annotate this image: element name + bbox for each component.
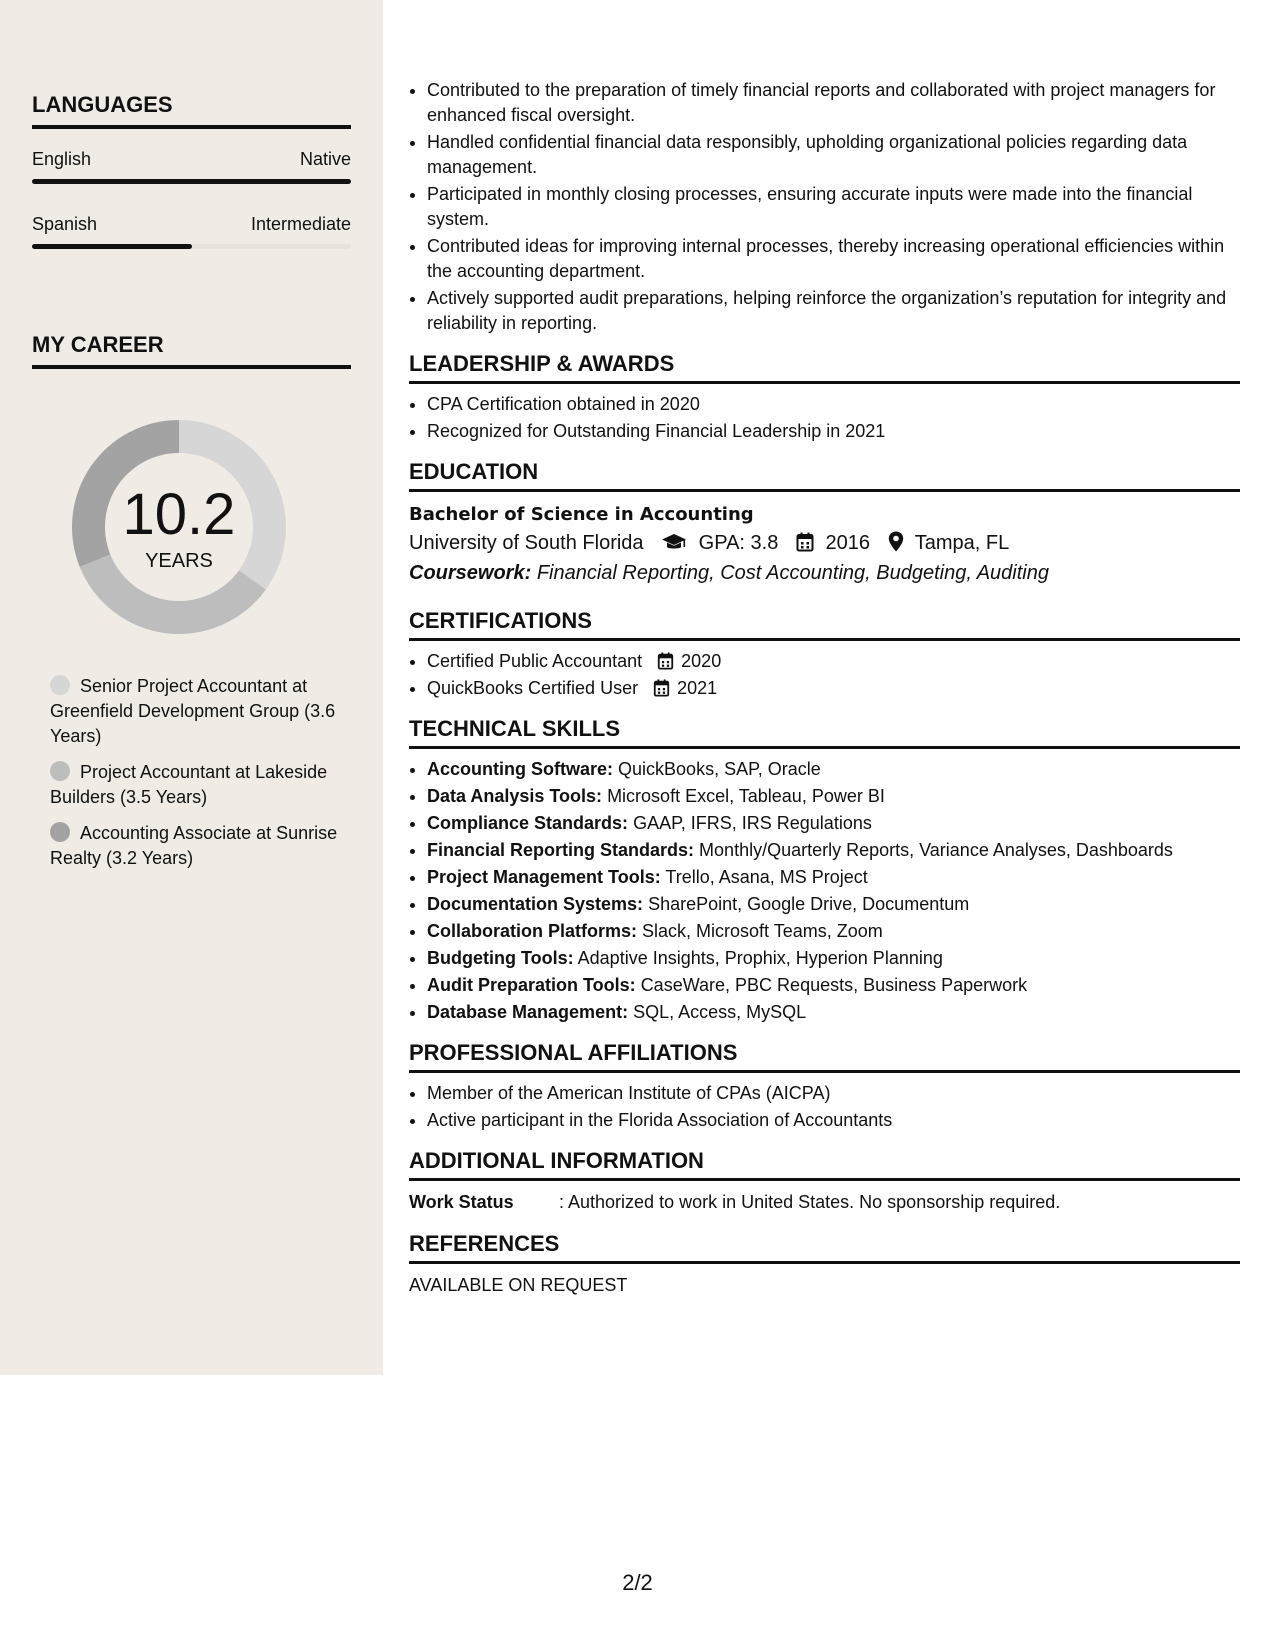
section-heading: CERTIFICATIONS [409, 608, 1240, 641]
education-year: 2016 [825, 532, 870, 554]
skill-value: Trello, Asana, MS Project [665, 867, 868, 887]
language-proficiency-fill [32, 179, 351, 184]
skill-label: Project Management Tools: [427, 867, 661, 887]
list-item: • Member of the American Institute of CPAs (AICPA) [427, 1081, 1240, 1105]
leadership-section [409, 351, 1240, 443]
skill-label: Collaboration Platforms: [427, 921, 638, 941]
skill-value: SQL, Access, MySQL [633, 1002, 807, 1022]
certification-name: QuickBooks Certified User [427, 678, 639, 698]
list-item: • Handled confidential financial data responsibly, upholding organizational policies regarding data management. [427, 130, 1240, 179]
section-heading: REFERENCES [409, 1231, 1240, 1264]
career-legend-dot [50, 675, 70, 695]
language-proficiency-fill [32, 244, 192, 249]
work-status-label: Work Status [409, 1192, 514, 1212]
languages-heading: LANGUAGES [32, 92, 351, 129]
list-item: • Active participant in the Florida Association of Accountants [427, 1108, 1240, 1132]
education-section [409, 459, 1240, 588]
list-item: • Contributed to the preparation of timely financial reports and collaborated with project managers for enhanced fiscal oversight. [427, 78, 1240, 127]
location-pin-icon [888, 531, 904, 552]
skill-value: Microsoft Excel, Tableau, Power BI [607, 786, 885, 806]
education-coursework [409, 558, 1240, 588]
page-number: 2/2 [622, 1570, 653, 1595]
coursework-label: Coursework: [409, 562, 532, 584]
skill-label: Financial Reporting Standards: [427, 840, 695, 860]
skill-value: Slack, Microsoft Teams, Zoom [642, 921, 883, 941]
sidebar [0, 0, 383, 1375]
section-heading: EDUCATION [409, 459, 1240, 492]
affiliations-section [409, 1040, 1240, 1132]
skill-value: CaseWare, PBC Requests, Business Paperwork [640, 975, 1028, 995]
skill-label: Data Analysis Tools: [427, 786, 603, 806]
skill-label: Database Management: [427, 1002, 629, 1022]
skill-value: GAAP, IFRS, IRS Regulations [633, 813, 872, 833]
career-donut-chart [66, 414, 292, 640]
career-item [50, 760, 340, 810]
list-item [427, 676, 1240, 700]
career-item [50, 821, 340, 871]
list-item: • CPA Certification obtained in 2020 [427, 392, 1240, 416]
languages-section [32, 92, 351, 249]
education-degree: Bachelor of Science in Accounting [409, 504, 754, 525]
skill-value: SharePoint, Google Drive, Documentum [648, 894, 970, 914]
section-heading: ADDITIONAL INFORMATION [409, 1148, 1240, 1181]
main-content [409, 78, 1240, 1298]
section-heading: LEADERSHIP & AWARDS [409, 351, 1240, 384]
language-name: English [32, 149, 92, 169]
language-name: Spanish [32, 214, 98, 234]
certifications-section [409, 608, 1240, 700]
career-item-text: Senior Project Accountant at Greenfield Development Group (3.6 Years) [50, 676, 336, 746]
skill-label: Audit Preparation Tools: [427, 975, 636, 995]
list-item: • Contributed ideas for improving internal processes, thereby increasing operational efficiencies within the accounting department. [427, 234, 1240, 283]
list-item: • Recognized for Outstanding Financial Leadership in 2021 [427, 419, 1240, 443]
career-list [50, 674, 340, 882]
references-text: AVAILABLE ON REQUEST [409, 1275, 628, 1295]
education-location: Tampa, FL [914, 532, 1010, 554]
certification-year: 2021 [677, 678, 718, 698]
list-item [427, 811, 1240, 835]
calendar-icon [653, 679, 670, 697]
calendar-icon [796, 532, 814, 552]
skill-label: Accounting Software: [427, 759, 614, 779]
list-item [427, 892, 1240, 916]
skill-value: Monthly/Quarterly Reports, Variance Analyses, Dashboards [699, 840, 1173, 860]
language-proficiency-bar [32, 244, 351, 249]
skill-label: Budgeting Tools: [427, 948, 574, 968]
list-item: • Actively supported audit preparations, helping reinforce the organization’s reputation for integrity and reliability in reporting. [427, 286, 1240, 335]
certification-name: Certified Public Accountant [427, 651, 643, 671]
career-item-text: Accounting Associate at Sunrise Realty (3.2 Years) [50, 823, 338, 868]
skill-value: Adaptive Insights, Prophix, Hyperion Planning [577, 948, 943, 968]
career-item-text: Project Accountant at Lakeside Builders (3.5 Years) [50, 762, 328, 807]
list-item [427, 1000, 1240, 1024]
technical-skills-section [409, 716, 1240, 1024]
section-heading: TECHNICAL SKILLS [409, 716, 1240, 749]
language-level: Intermediate [250, 214, 351, 234]
additional-info-section [409, 1148, 1240, 1215]
references-section [409, 1231, 1240, 1298]
list-item [427, 973, 1240, 997]
career-section [32, 332, 351, 369]
graduation-cap-icon [661, 532, 687, 552]
list-item [427, 865, 1240, 889]
list-item [427, 649, 1240, 673]
language-level: Native [299, 149, 351, 169]
experience-bullets [409, 78, 1240, 335]
work-status-value: : Authorized to work in United States. No sponsorship required. [559, 1192, 1061, 1212]
education-details [409, 528, 1240, 558]
career-legend-dot [50, 761, 70, 781]
language-proficiency-bar [32, 179, 351, 184]
career-legend-dot [50, 822, 70, 842]
list-item [427, 757, 1240, 781]
skill-label: Documentation Systems: [427, 894, 644, 914]
career-total-unit: YEARS [145, 550, 213, 572]
career-total-value: 10.2 [122, 482, 236, 547]
section-heading: PROFESSIONAL AFFILIATIONS [409, 1040, 1240, 1073]
calendar-icon [657, 652, 674, 670]
work-status-row [409, 1189, 1240, 1215]
skill-value: QuickBooks, SAP, Oracle [618, 759, 821, 779]
list-item [427, 838, 1240, 862]
list-item [427, 784, 1240, 808]
list-item [427, 946, 1240, 970]
certification-year: 2020 [681, 651, 722, 671]
career-item [50, 674, 340, 749]
skill-label: Compliance Standards: [427, 813, 629, 833]
language-item [32, 149, 351, 184]
list-item: • Participated in monthly closing processes, ensuring accurate inputs were made into the financial system. [427, 182, 1240, 231]
career-heading: MY CAREER [32, 332, 351, 369]
education-gpa: GPA: 3.8 [698, 532, 779, 554]
language-item [32, 214, 351, 249]
list-item [427, 919, 1240, 943]
education-school: University of South Florida [409, 532, 644, 554]
coursework-value: Financial Reporting, Cost Accounting, Budgeting, Auditing [536, 562, 1049, 584]
